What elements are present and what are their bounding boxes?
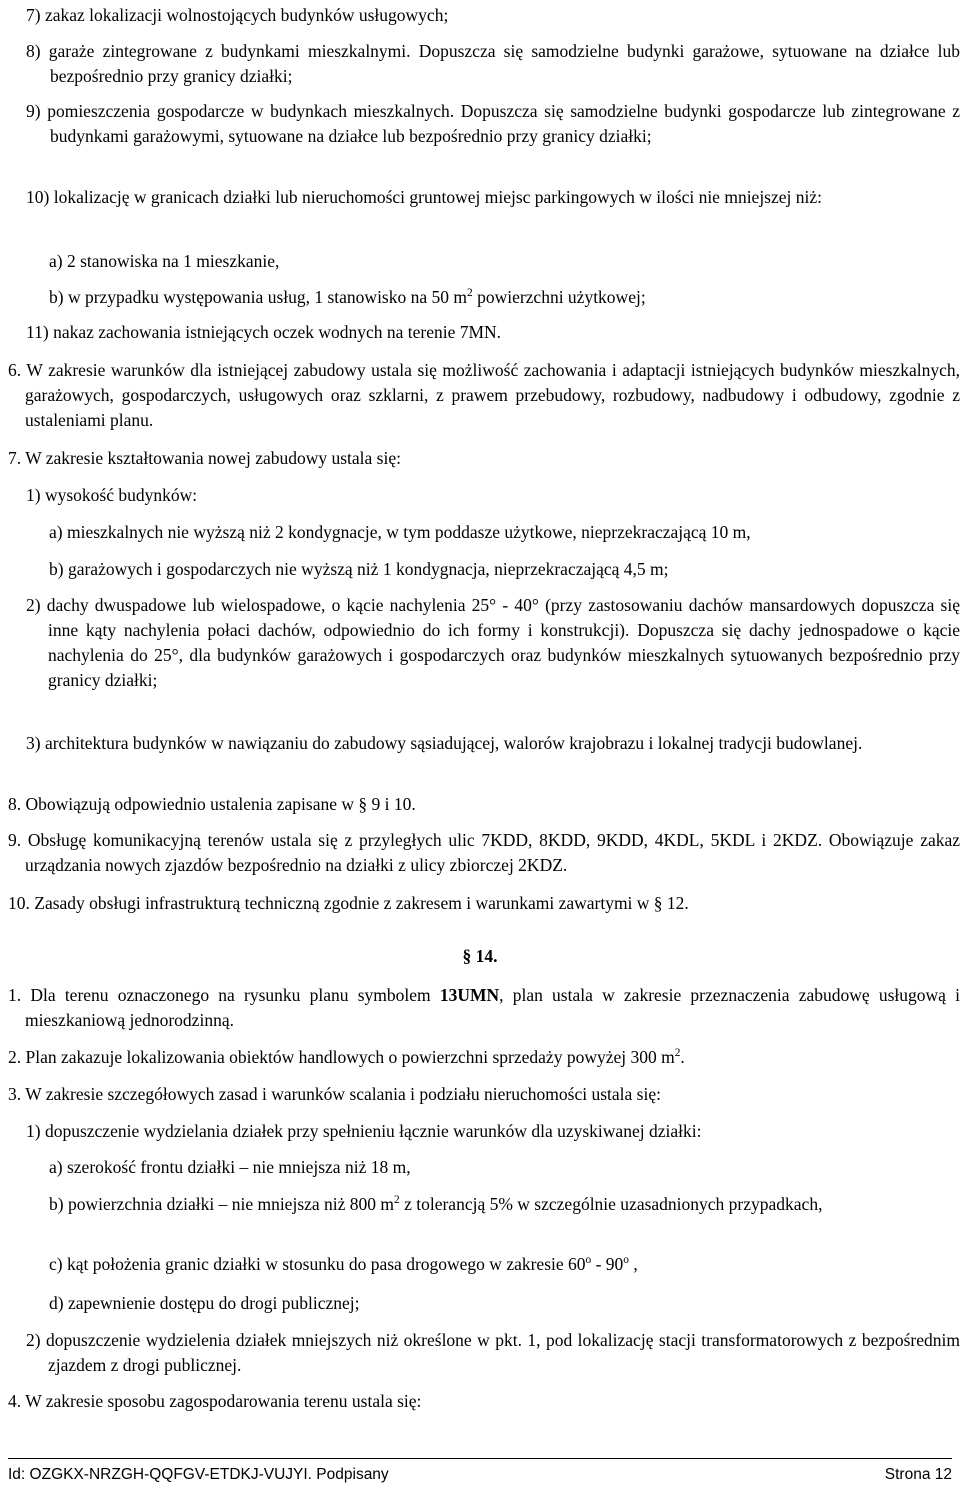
section-label: 10.	[8, 893, 30, 913]
item-label: c)	[49, 1254, 63, 1274]
item-label: a)	[49, 1157, 63, 1177]
item-text: wysokość budynków:	[44, 485, 198, 505]
superscript: 2	[394, 1194, 400, 1207]
item-text: garażowych i gospodarczych nie wyższą niż 1 kondygnacja, nieprzekraczającą 4,5 m;	[67, 559, 669, 579]
section-label: 6.	[8, 360, 22, 380]
section-label: 4.	[8, 1391, 22, 1411]
subitem-a	[49, 249, 949, 274]
item-text-after: powierzchni użytkowej;	[472, 287, 646, 307]
item-text: powierzchnia działki – nie mniejsza niż 800 m	[67, 1194, 395, 1214]
paragraph-item-10	[26, 185, 960, 210]
section-text: Obowiązują odpowiednio ustalenia zapisane w § 9 i 10.	[25, 794, 416, 814]
subitem-a-width	[49, 1155, 954, 1180]
section-14-3	[8, 1082, 938, 1107]
item-label: a)	[49, 522, 63, 542]
paragraph-item-9	[26, 99, 960, 149]
section-8	[8, 792, 938, 817]
item-label: 3)	[26, 733, 41, 753]
section-label: 1.	[8, 985, 22, 1005]
item-label: d)	[49, 1293, 64, 1313]
paragraph-heading	[0, 944, 960, 969]
section-label: 3.	[8, 1084, 22, 1104]
item-label: 9)	[26, 101, 41, 121]
item-text-after: ,	[628, 1254, 638, 1274]
subitem-c-angle	[49, 1252, 954, 1277]
heading-text: § 14.	[462, 946, 498, 966]
point-3-architecture	[26, 731, 960, 756]
section-14-1	[8, 983, 960, 1033]
item-text-mid: - 90	[591, 1254, 624, 1274]
item-label: 2)	[26, 1330, 41, 1350]
section-text: Obsługę komunikacyjną terenów ustala się z przyległych ulic 7KDD, 8KDD, 9KDD, 4KDL, 5KDL i 2KDZ. Obowiązuje zakaz urządzania nowych zjazdów bezpośrednio na działki z ulicy zbiorczej 2KDZ.	[25, 830, 960, 875]
item-text: 2 stanowiska na 1 mieszkanie,	[66, 251, 280, 271]
section-label: 2.	[8, 1047, 22, 1067]
point-1-height	[26, 483, 946, 508]
subitem-a-residential	[49, 520, 954, 545]
item-text: garaże zintegrowane z budynkami mieszkalnymi. Dopuszcza się samodzielne budynki garażowe, sytuowane na działce lub bezpośrednio przy granicy działki;	[48, 41, 960, 86]
section-text: W zakresie kształtowania nowej zabudowy ustala się:	[25, 448, 401, 468]
subitem-b	[49, 285, 949, 310]
subitem-b-garage	[49, 557, 954, 582]
item-label: 10)	[26, 187, 50, 207]
item-text: dopuszczenie wydzielenia działek mniejszych niż określone w pkt. 1, pod lokalizację stacji transformatorowych z bezpośrednim zjazdem z drogi publicznej.	[46, 1330, 960, 1375]
section-14-4	[8, 1389, 938, 1414]
footer-divider	[8, 1458, 952, 1459]
section-10	[8, 891, 938, 916]
item-text: w przypadku występowania usług, 1 stanowisko na 50 m	[67, 287, 467, 307]
paragraph-item-7	[26, 3, 946, 28]
section-text-after: , plan ustala w zakresie przeznaczenia zabudowę usługową i mieszkaniową jednorodzinną.	[25, 985, 960, 1030]
item-label: 8)	[26, 41, 41, 61]
item-text: lokalizację w granicach działki lub nieruchomości gruntowej miejsc parkingowych w ilości nie mniejszej niż:	[53, 187, 823, 207]
section-label: 7.	[8, 448, 22, 468]
item-label: 11)	[26, 322, 49, 342]
section-label: 9.	[8, 830, 22, 850]
superscript: 2	[467, 287, 473, 300]
item-label: 1)	[26, 485, 41, 505]
section-text: Dla terenu oznaczonego na rysunku planu symbolem	[30, 985, 440, 1005]
section-text-after: .	[680, 1047, 685, 1067]
section-7	[8, 446, 938, 471]
item-label: 1)	[26, 1121, 41, 1141]
section-text: Zasady obsługi infrastrukturą techniczną zgodnie z zakresem i warunkami zawartymi w § 12.	[34, 893, 689, 913]
point-1-division	[26, 1119, 946, 1144]
item-text: mieszkalnych nie wyższą niż 2 kondygnacje, w tym poddasze użytkowe, nieprzekraczającą 10 m,	[66, 522, 751, 542]
section-text: W zakresie sposobu zagospodarowania terenu ustala się:	[25, 1391, 422, 1411]
section-text: Plan zakazuje lokalizowania obiektów handlowych o powierzchni sprzedaży powyżej 300 m	[25, 1047, 675, 1067]
item-text: dachy dwuspadowe lub wielospadowe, o kącie nachylenia 25° - 40° (przy zastosowaniu dachów mansardowych dopuszcza się inne kąty nachylenia połaci dachów, odpowiednio do ich formy i konstrukcji). Dopuszcza się dachy jednospadowe o kącie nachylenia do 25°, dla budynków garażowych i gospodarczych oraz budynków mieszkalnych sytuowanych bezpośrednio przy granicy działki;	[46, 595, 960, 690]
item-text-after: z tolerancją 5% w szczególnie uzasadnionych przypadkach,	[399, 1194, 823, 1214]
subitem-b-area	[49, 1192, 960, 1217]
item-text: kąt położenia granic działki w stosunku do pasa drogowego w zakresie 60	[66, 1254, 586, 1274]
item-text: pomieszczenia gospodarcze w budynkach mieszkalnych. Dopuszcza się samodzielne budynki gospodarcze lub zintegrowane z budynkami garażowymi, sytuowane na działce lub bezpośrednio przy granicy działki;	[47, 101, 960, 146]
item-text: zakaz lokalizacji wolnostojących budynków usługowych;	[44, 5, 449, 25]
item-label: 2)	[26, 595, 41, 615]
document-id: Id: OZGKX-NRZGH-QQFGV-ETDKJ-VUJYI. Podpisany	[8, 1466, 389, 1483]
item-label: b)	[49, 1194, 64, 1214]
subitem-d-access	[49, 1291, 954, 1316]
item-label: 7)	[26, 5, 41, 25]
section-6	[8, 358, 960, 433]
section-text: W zakresie warunków dla istniejącej zabudowy ustala się możliwość zachowania i adaptacji istniejących budynków mieszkalnych, garażowych, gospodarczych, usługowych oraz szklarni, z prawem przebudowy, rozbudowy, nadbudowy i odbudowy, zgodnie z ustaleniami planu.	[25, 360, 960, 430]
item-text: nakaz zachowania istniejących oczek wodnych na terenie 7MN.	[53, 322, 502, 342]
point-2-transformer	[26, 1328, 960, 1378]
zone-symbol: 13UMN	[439, 985, 500, 1005]
section-text: W zakresie szczegółowych zasad i warunków scalania i podziału nieruchomości ustala się:	[25, 1084, 661, 1104]
item-text: architektura budynków w nawiązaniu do zabudowy sąsiadującej, walorów krajobrazu i lokalnej tradycji budowlanej.	[44, 733, 863, 753]
item-text: zapewnienie dostępu do drogi publicznej;	[67, 1293, 360, 1313]
paragraph-item-8	[26, 39, 960, 89]
point-2-roofs	[26, 593, 960, 693]
section-14-2	[8, 1045, 938, 1070]
item-label: b)	[49, 287, 64, 307]
section-9	[8, 828, 960, 878]
item-label: a)	[49, 251, 63, 271]
superscript: o	[623, 1254, 629, 1267]
page-number: Strona 12	[884, 1466, 952, 1483]
superscript: o	[585, 1254, 592, 1267]
item-text: dopuszczenie wydzielania działek przy spełnieniu łącznie warunków dla uzyskiwanej działki:	[44, 1121, 702, 1141]
superscript: 2	[674, 1047, 681, 1060]
section-label: 8.	[8, 794, 22, 814]
item-text: szerokość frontu działki – nie mniejsza niż 18 m,	[66, 1157, 411, 1177]
paragraph-item-11	[26, 320, 946, 345]
item-label: b)	[49, 559, 64, 579]
